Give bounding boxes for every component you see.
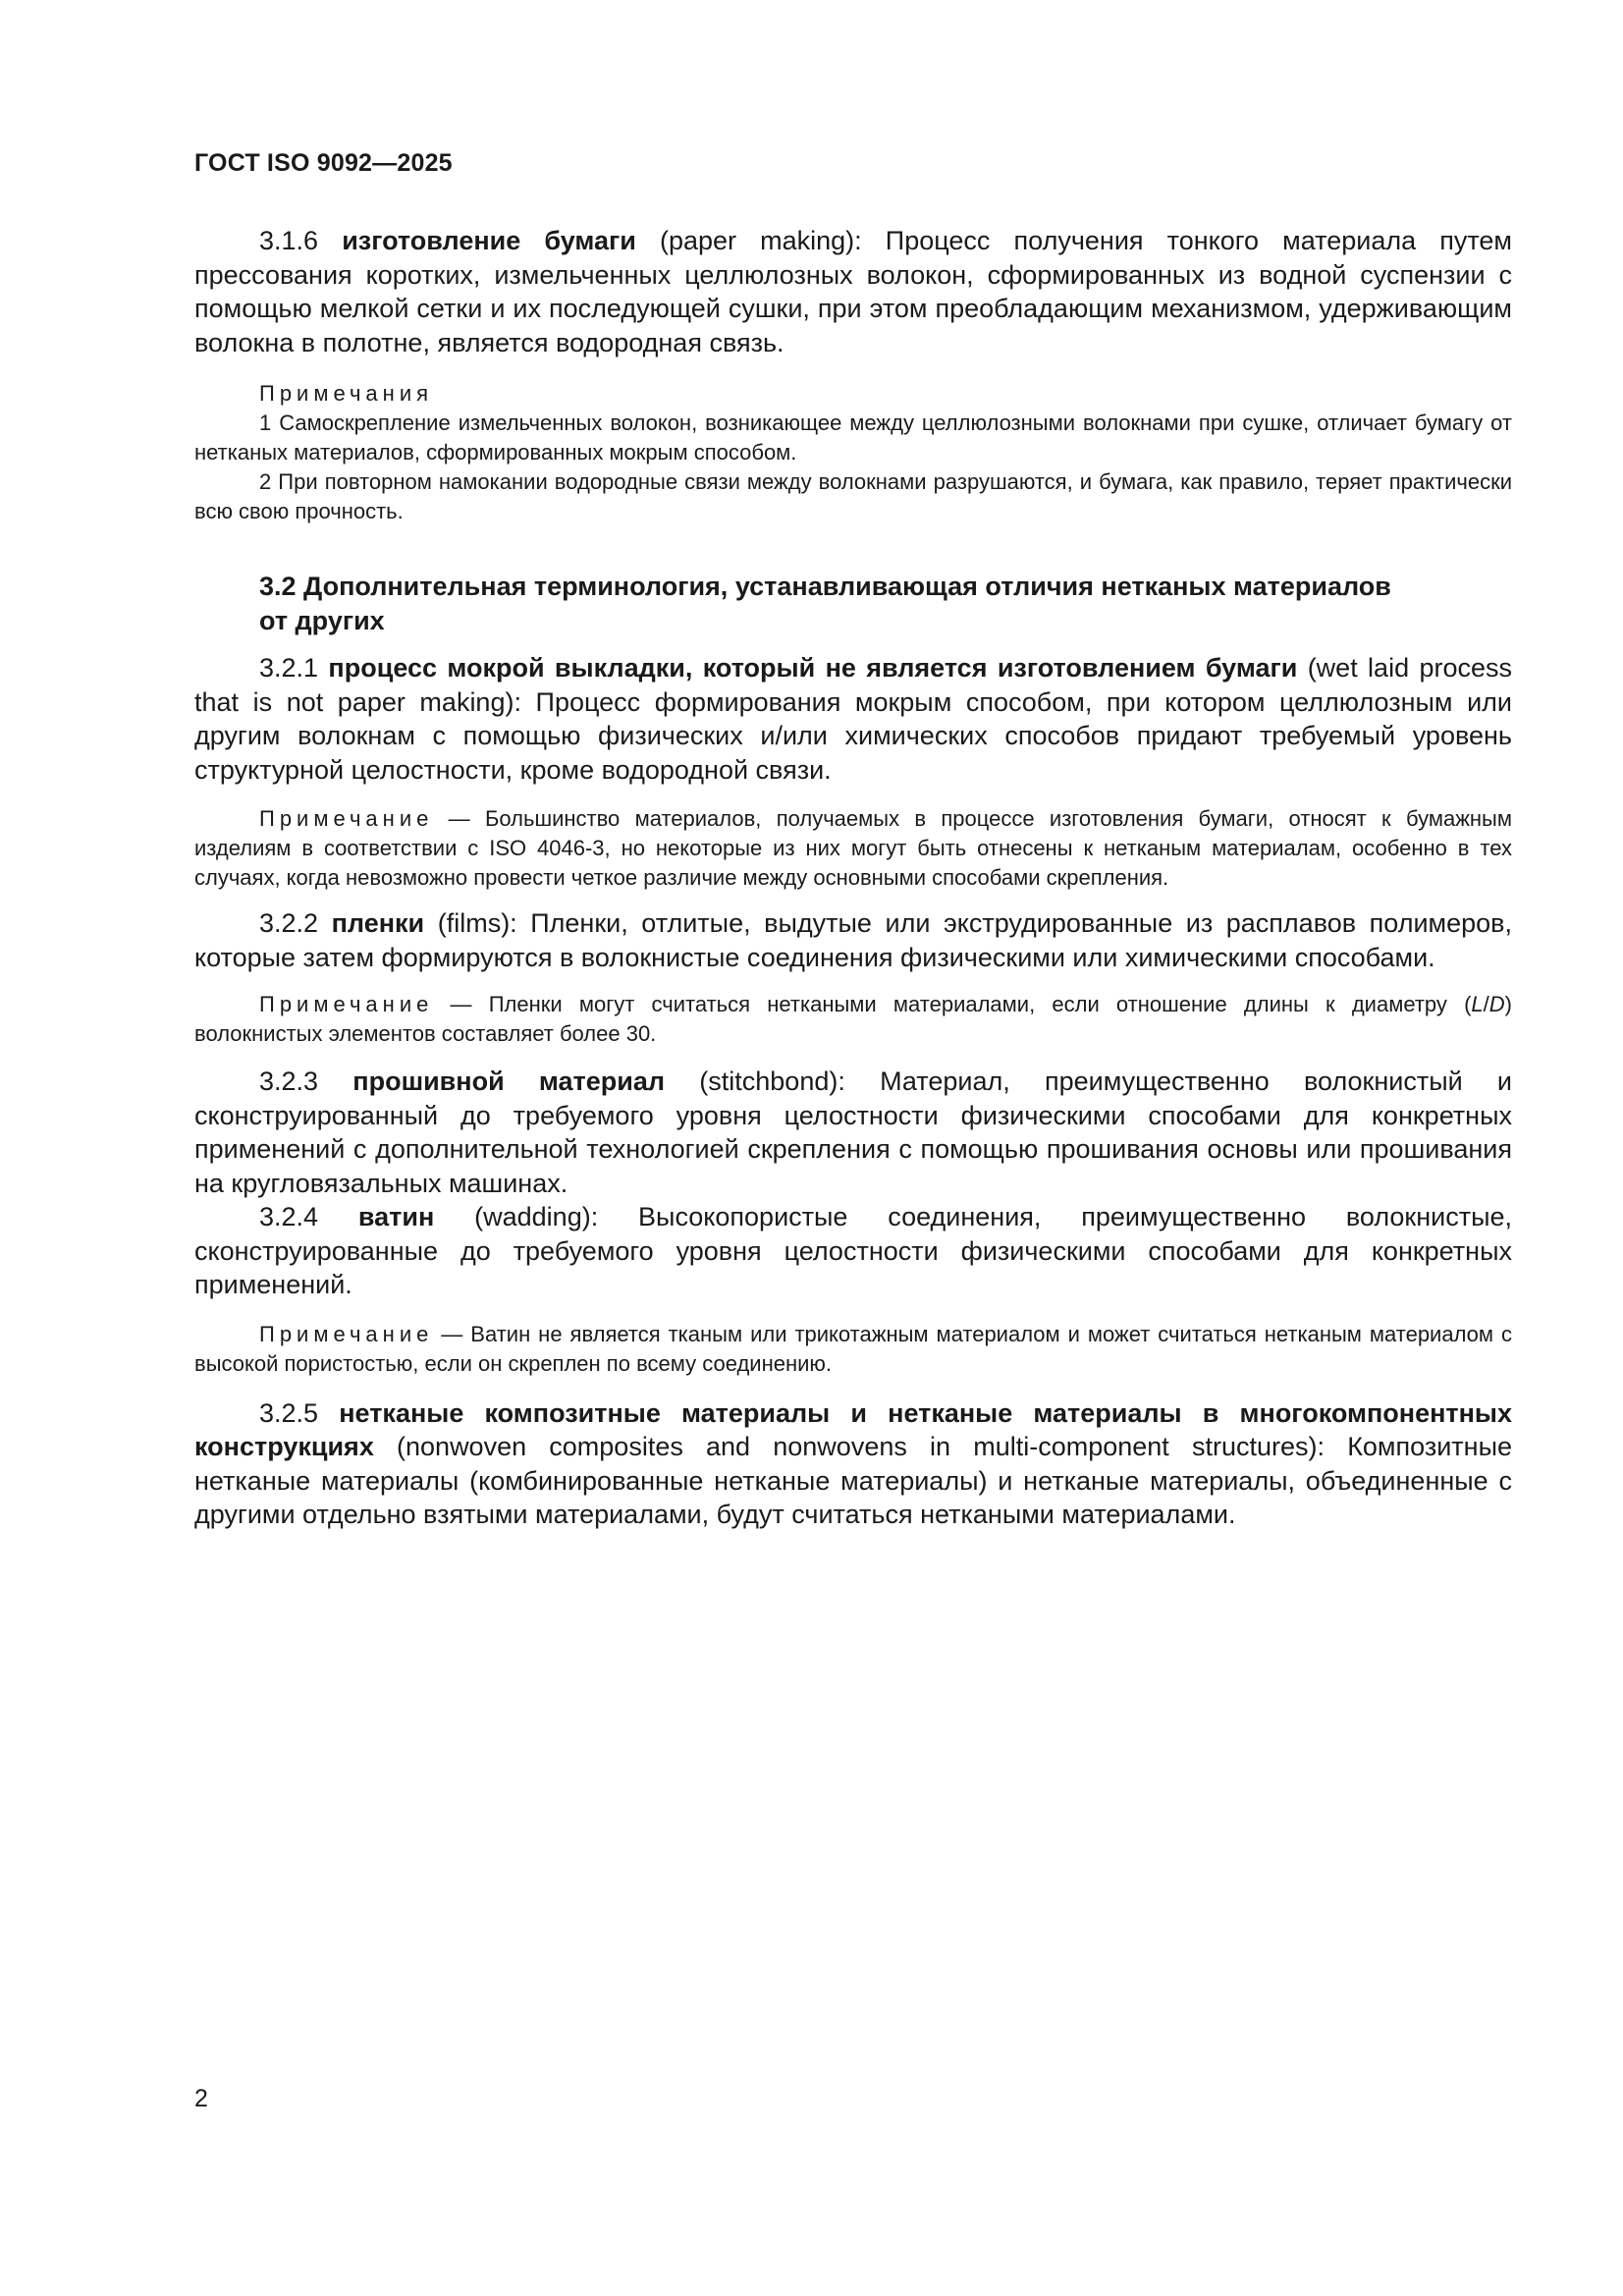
note-label: Примечание xyxy=(259,1321,434,1346)
note-3-2-1 xyxy=(194,804,1512,893)
section-heading-3-2 xyxy=(194,570,1512,637)
section-heading-line-2: от других xyxy=(259,605,385,635)
term-definition: (stitchbond): Материал, преимущественно волокнистый и сконструированный до требуемого уровня целостности физическими способами для конкретных применений с дополнительной технологией скрепления с помощью прошивания основы или прошивания на кругловязальных машинах. xyxy=(194,1066,1512,1198)
term-3-2-2 xyxy=(194,906,1512,974)
term-title: ватин xyxy=(357,1202,435,1231)
term-definition: (nonwoven composites and nonwovens in multi-component structures): Композитные нетканые материалы (комбинированные нетканые материалы) и нетканые материалы, объединенные с другими отдельно взятыми материалами, будут считаться неткаными материалами. xyxy=(194,1432,1512,1529)
term-number: 3.1.6 xyxy=(259,226,343,255)
term-number: 3.2.4 xyxy=(259,1202,358,1231)
term-3-2-4 xyxy=(194,1200,1512,1302)
term-number: 3.2.2 xyxy=(259,908,332,938)
term-definition: (wet laid process that is not paper making): Процесс формирования мокрым способом, при котором целлюлозным или другим волокнам с помощью физических и/или химических способов придают требуемый уровень структурной целостности, кроме водородной связи. xyxy=(194,653,1512,785)
note-text-part-1: — Пленки могут считаться неткаными материалами, если отношение длины к диаметру ( xyxy=(433,992,1472,1016)
note-text: — Большинство материалов, получаемых в процессе изготовления бумаги, относят к бумажным изделиям в соответствии с ISO 4046-3, но некоторые из них могут быть отнесены к нетканым материалам, особенно в тех случаях, когда невозможно провести четкое различие между основными способами скрепления. xyxy=(194,806,1512,890)
note-2: 2 При повторном намокании водородные связи между волокнами разрушаются, и бумага, как правило, теряет практически всю свою прочность. xyxy=(194,469,1512,523)
note-text-part-2: ) волокнистых элементов составляет более 30. xyxy=(194,992,1512,1046)
term-title: нетканые композитные материалы и нетканые материалы в многокомпонентных конструкциях xyxy=(194,1397,1512,1461)
term-title: изготовление бумаги xyxy=(342,226,636,255)
note-label: Примечание xyxy=(259,806,434,831)
term-definition: (wadding): Высокопористые соединения, преимущественно волокнистые, сконструированные до требуемого уровня целостности физическими способами для конкретных применений. xyxy=(194,1202,1513,1299)
term-definition: (paper making): Процесс получения тонкого материала путем прессования коротких, измельченных целлюлозных волокон, сформированных из водной суспензии с помощью мелкой сетки и их последующей сушки, при этом преобладающим механизмом, удерживающим волокна в полотне, является водородная связь. xyxy=(194,226,1512,357)
note-1: 1 Самоскрепление измельченных волокон, возникающее между целлюлозными волокнами при сушке, отличает бумагу от нетканых материалов, сформированных мокрым способом. xyxy=(194,410,1512,465)
term-3-2-3 xyxy=(194,1065,1512,1200)
notes-heading: Примечания xyxy=(259,381,434,406)
note-3-2-2 xyxy=(194,990,1512,1049)
term-title: пленки xyxy=(331,908,425,938)
term-3-2-1 xyxy=(194,651,1512,787)
term-number: 3.2.3 xyxy=(259,1066,353,1096)
term-title: прошивной материал xyxy=(352,1066,666,1096)
term-3-1-6 xyxy=(194,224,1512,359)
note-text: — Ватин не является тканым или трикотажным материалом и может считаться нетканым материалом с высокой пористостью, если он скреплен по всему соединению. xyxy=(194,1321,1512,1376)
section-heading-line-1: 3.2 Дополнительная терминология, устанавливающая отличия нетканых материалов xyxy=(259,572,1391,601)
note-label: Примечание xyxy=(259,992,434,1016)
page-number: 2 xyxy=(194,2085,208,2112)
note-3-2-4 xyxy=(194,1320,1512,1379)
note-slash: / xyxy=(1483,992,1489,1016)
term-3-2-5 xyxy=(194,1396,1512,1532)
document-body xyxy=(194,224,1512,1532)
document-header: ГОСТ ISO 9092—2025 xyxy=(194,149,453,177)
note-symbol-l: L xyxy=(1471,992,1484,1016)
term-number: 3.2.1 xyxy=(259,653,329,683)
term-definition: (films): Пленки, отлитые, выдутые или экструдированные из расплавов полимеров, которые затем формируются в волокнистые соединения физическими или химическими способами. xyxy=(194,908,1512,972)
note-symbol-d: D xyxy=(1488,992,1505,1016)
term-number: 3.2.5 xyxy=(259,1397,340,1428)
term-title: процесс мокрой выкладки, который не является изготовлением бумаги xyxy=(328,653,1298,683)
